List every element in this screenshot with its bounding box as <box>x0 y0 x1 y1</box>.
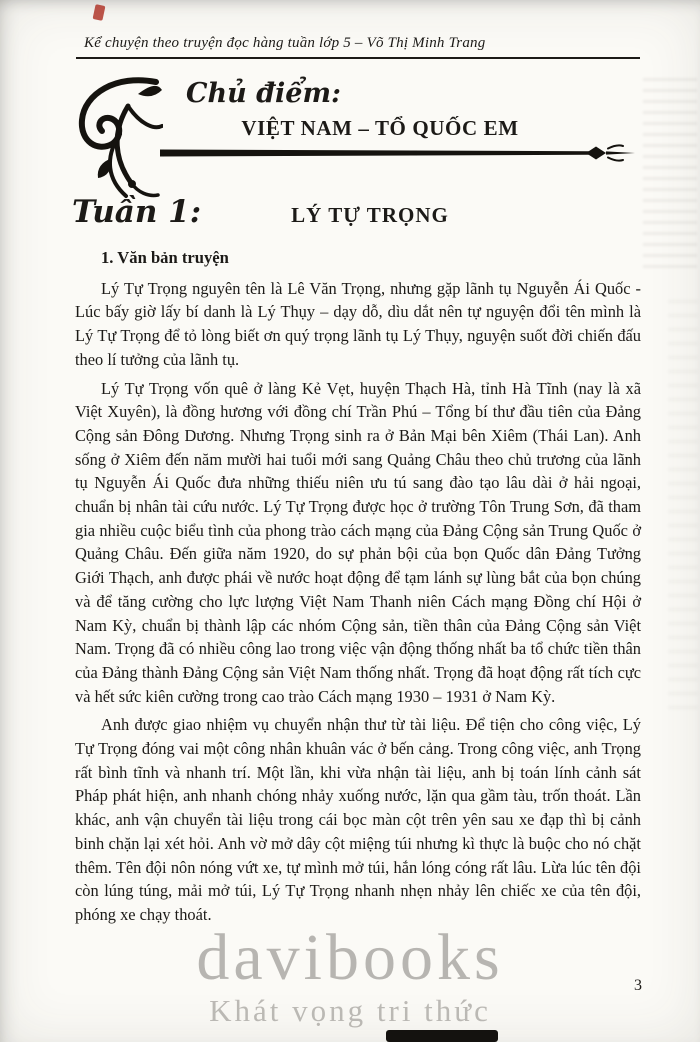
running-header: Kể chuyện theo truyện đọc hàng tuần lớp 5 – Võ Thị Minh Trang <box>84 35 486 51</box>
floral-flourish-icon <box>68 72 163 204</box>
page-bleedthrough <box>668 300 698 720</box>
red-stamp-mark <box>93 4 106 21</box>
story-paragraph: Lý Tự Trọng vốn quê ở làng Kẻ Vẹt, huyện Thạch Hà, tỉnh Hà Tĩnh (nay là xã Việt Xuyên), là đồng hương với đồng chí Trần Phú – Tổng bí thư đầu tiên của Đảng Cộng sản Đông Dương. Nhưng Trọng sinh ra ở Bản Mại bên Xiêm (Thái Lan). Anh sống ở Xiêm đến năm mười hai tuổi mới sang Quảng Châu theo chủ trương của lãnh tụ Nguyễn Ái Quốc đưa những thiếu niên ưu tú sang đào tạo lâu dài ở hải ngoại, chuẩn bị nhân tài cứu nước. Lý Tự Trọng được học ở trường Tôn Trung Sơn, đã tham gia nhiều cuộc biểu tình của phong trào cách mạng của Đảng Cộng sản Trung Quốc ở Quảng Châu. Đến giữa năm 1920, do sự phản bội của bọn Quốc dân Đảng Tưởng Giới Thạch, anh được phái về nước hoạt động để tạm lánh sự lùng bắt của bọn chúng và để tăng cường cho lực lượng Việt Nam Thanh niên Cách mạng Đồng chí Hội ở Nam Kỳ, chuẩn bị thành lập các nhóm Cộng sản, tiền thân của Đảng Cộng sản Việt Nam. Trọng đã có nhiều công lao trong việc vận động thống nhất ba tổ chức tiền thân của Đảng thành Đảng Cộng sản Việt Nam thống nhất. Trọng đã hoạt động rất tích cực và hết sức kiên cường trong cao trào Cách mạng 1930 – 1931 ở Nam Kỳ. <box>75 378 641 706</box>
lesson-title: LÝ TỰ TRỌNG <box>291 203 449 227</box>
theme-title: VIỆT NAM – TỔ QUỐC EM <box>241 116 519 140</box>
body-text <box>75 246 641 932</box>
page-number: 3 <box>634 977 642 994</box>
week-label: Tuần 1: <box>72 194 202 230</box>
header-rule <box>76 57 640 59</box>
story-paragraph: Lý Tự Trọng nguyên tên là Lê Văn Trọng, nhưng gặp lãnh tụ Nguyễn Ái Quốc - Lúc bấy giờ lấy bí danh là Lý Thụy – dạy dỗ, dìu dắt nên tự nguyện đổi tên mình là Lý Tự Trọng để tỏ lòng biết ơn quý trọng lãnh tụ Lý Thụy, nguyện suốt đời chiến đấu theo lí tưởng của lãnh tụ. <box>75 278 641 369</box>
scan-artifact-bar <box>386 1030 498 1042</box>
watermark-brand: davibooks <box>196 921 504 994</box>
watermark <box>0 921 700 1029</box>
page-bleedthrough <box>643 78 697 268</box>
spear-divider-icon <box>160 142 638 164</box>
section-heading: 1. Văn bản truyện <box>101 248 229 267</box>
story-paragraph: Anh được giao nhiệm vụ chuyển nhận thư từ tài liệu. Để tiện cho công việc, Lý Tự Trọng đóng vai một công nhân khuân vác ở bến cảng. Trong công việc, anh Trọng rất bình tĩnh và nhanh trí. Một lần, khi vừa nhận tài liệu, anh bị toán lính cảnh sát Pháp phát hiện, anh nhanh chóng nhảy xuống nước, lặn qua gầm tàu, trốn thoát. Lần khác, anh vận chuyển tài liệu trong cái bọc màn cột trên yên sau xe đạp thì bị cảnh binh chặn lại xét hỏi. Anh vờ mở dây cột miệng túi nhưng kì thực là buộc cho nó chặt thêm. Tên đội nôn nóng vứt xe, tự mình mở túi, hắn lóng cóng rất lâu. Lừa lúc tên đội còn lúng túng, mải mở túi, Lý Tự Trọng nhanh nhẹn nhảy lên chiếc xe của tên đội, phóng xe chạy thoát. <box>75 715 641 924</box>
watermark-slogan: Khát vọng tri thức <box>209 993 491 1028</box>
theme-kicker: Chủ điểm: <box>186 78 341 109</box>
